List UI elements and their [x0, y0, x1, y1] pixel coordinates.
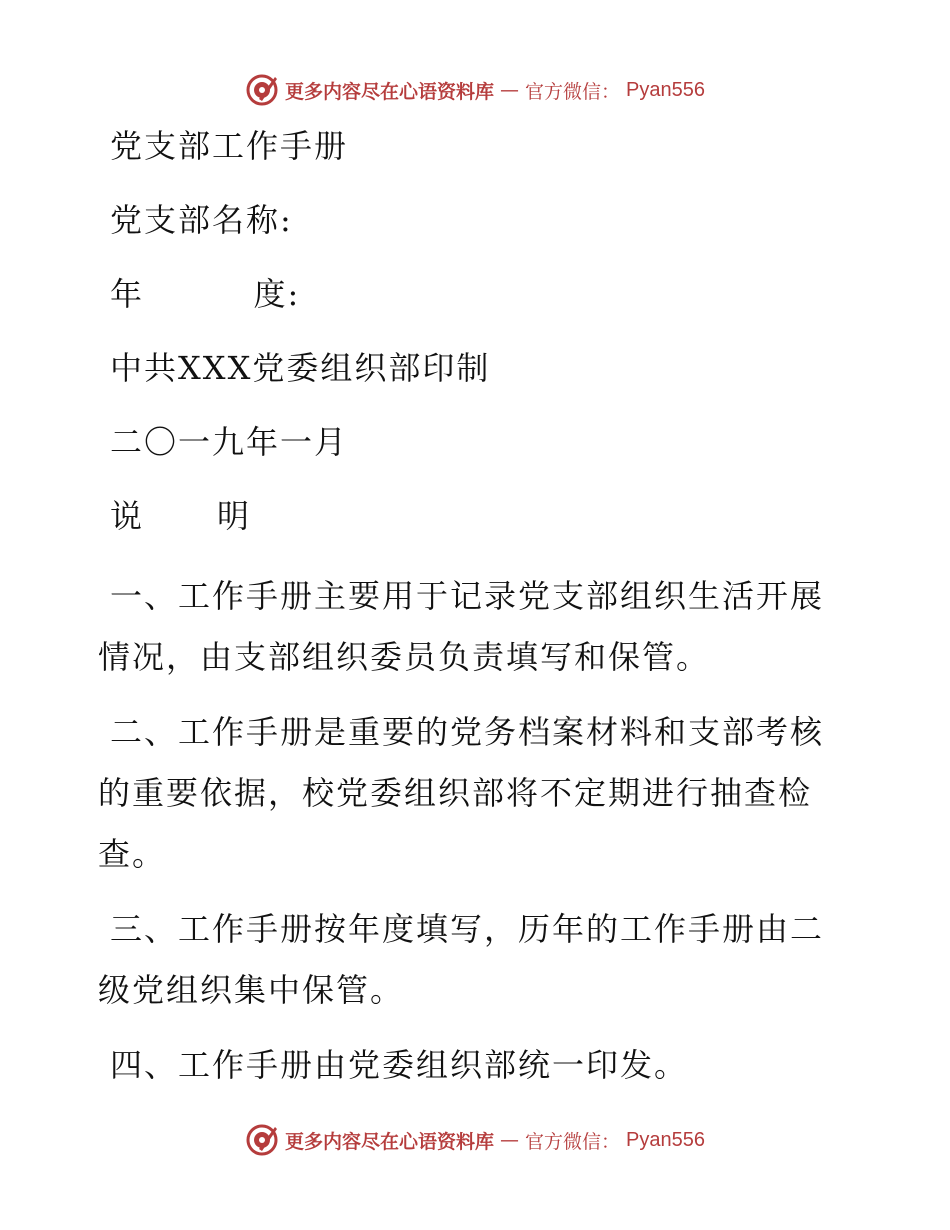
banner-wechat-id: Pyan556	[626, 78, 705, 101]
branch-name-label: 党支部名称:	[110, 201, 293, 239]
year-label: 年 度:	[110, 275, 301, 313]
footer-watermark-banner	[0, 1120, 950, 1160]
banner-dash: —	[500, 1129, 520, 1151]
banner-dash: —	[500, 79, 520, 101]
note-paragraph-2: 二、工作手册是重要的党务档案材料和支部考核的重要依据，校党委组织部将不定期进行抽查检查。	[98, 713, 825, 873]
document-body	[98, 122, 833, 1110]
notes-heading: 说 明	[110, 497, 252, 535]
date-line: 二〇一九年一月	[110, 423, 349, 461]
banner-wechat-label: 官方微信：	[525, 1130, 621, 1153]
pen-logo-icon	[245, 73, 279, 107]
note-paragraph-3: 三、工作手册按年度填写，历年的工作手册由二级党组织集中保管。	[98, 910, 825, 1009]
note-paragraph-4: 四、工作手册由党委组织部统一印发。	[110, 1046, 689, 1084]
banner-wechat-label: 官方微信：	[525, 80, 621, 103]
note-paragraph-1: 一、工作手册主要用于记录党支部组织生活开展情况，由支部组织委员负责填写和保管。	[98, 577, 825, 676]
pen-logo-icon	[245, 1123, 279, 1157]
issuer-line: 中共XXX党委组织部印制	[110, 349, 491, 387]
banner-brand-text: 更多内容尽在心语资料库	[285, 80, 495, 103]
header-watermark-banner	[0, 70, 950, 110]
document-title: 党支部工作手册	[110, 127, 349, 165]
banner-wechat-id: Pyan556	[626, 1128, 705, 1151]
banner-brand-text: 更多内容尽在心语资料库	[285, 1130, 495, 1153]
